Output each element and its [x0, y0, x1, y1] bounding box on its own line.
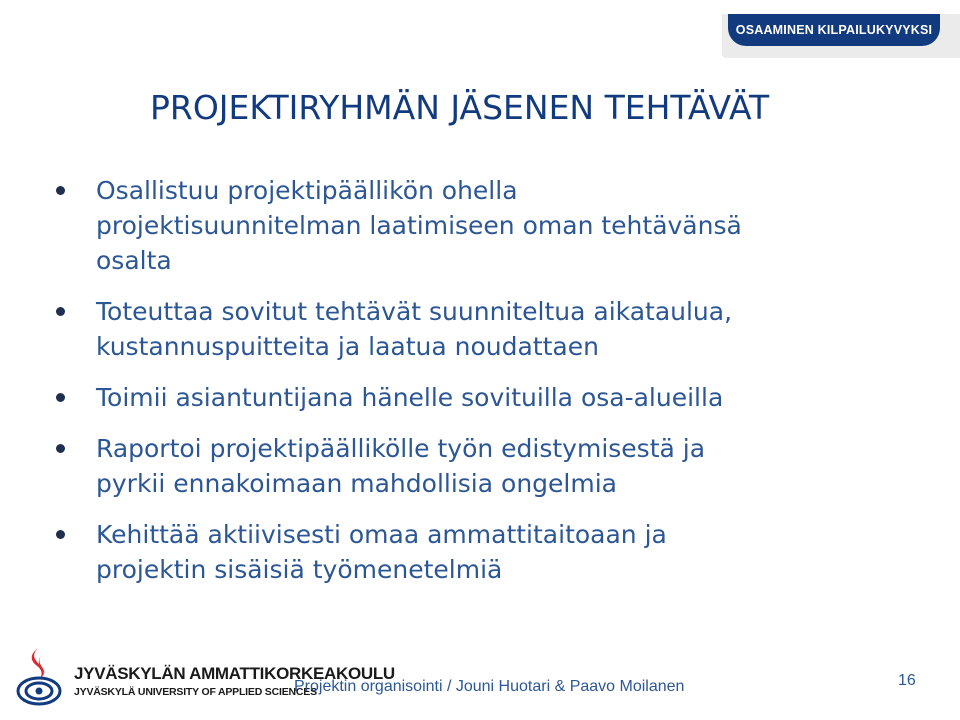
bullet-text-line: Osallistuu projektipäällikön ohella	[96, 176, 518, 205]
bullet-list	[0, 173, 960, 603]
bullet-item	[0, 294, 960, 364]
school-name-english: JYVÄSKYLÄ UNIVERSITY OF APPLIED SCIENCES	[74, 686, 317, 698]
bullet-dot-icon	[56, 530, 65, 539]
bullet-text-line: projektin sisäisiä työmenetelmiä	[96, 555, 503, 584]
jamk-logo-icon	[14, 646, 64, 708]
bullet-text-line: osalta	[96, 246, 172, 275]
slide-title: PROJEKTIRYHMÄN JÄSENEN TEHTÄVÄT	[150, 88, 770, 127]
bullet-text-line: kustannuspuitteita ja laatua noudattaen	[96, 332, 599, 361]
bullet-item	[0, 173, 960, 278]
bullet-text-line: Raportoi projektipäällikölle työn edistymisestä ja	[96, 434, 706, 463]
bullet-dot-icon	[56, 307, 65, 316]
bullet-text-line: Toteuttaa sovitut tehtävät suunniteltua aikataulua,	[96, 297, 733, 326]
bullet-item	[0, 380, 960, 415]
bullet-text-line: projektisuunnitelman laatimiseen oman tehtävänsä	[96, 211, 742, 240]
bullet-dot-icon	[56, 186, 65, 195]
page-number: 16	[898, 672, 916, 689]
bullet-text-line: Kehittää aktiivisesti omaa ammattitaitoaan ja	[96, 520, 667, 549]
school-name: JYVÄSKYLÄN AMMATTIKORKEAKOULU	[74, 664, 395, 683]
bullet-text-line: pyrkii ennakoimaan mahdollisia ongelmia	[96, 469, 617, 498]
bullet-item	[0, 431, 960, 501]
banner-label: OSAAMINEN KILPAILUKYVYKSI	[728, 14, 940, 46]
header-banner	[722, 14, 960, 58]
bullet-dot-icon	[56, 444, 65, 453]
bullet-item	[0, 517, 960, 587]
footer-credits: Projektin organisointi / Jouni Huotari & Paavo Moilanen	[294, 678, 685, 695]
bullet-dot-icon	[56, 393, 65, 402]
bullet-text-line: Toimii asiantuntijana hänelle sovituilla osa-alueilla	[96, 383, 724, 412]
